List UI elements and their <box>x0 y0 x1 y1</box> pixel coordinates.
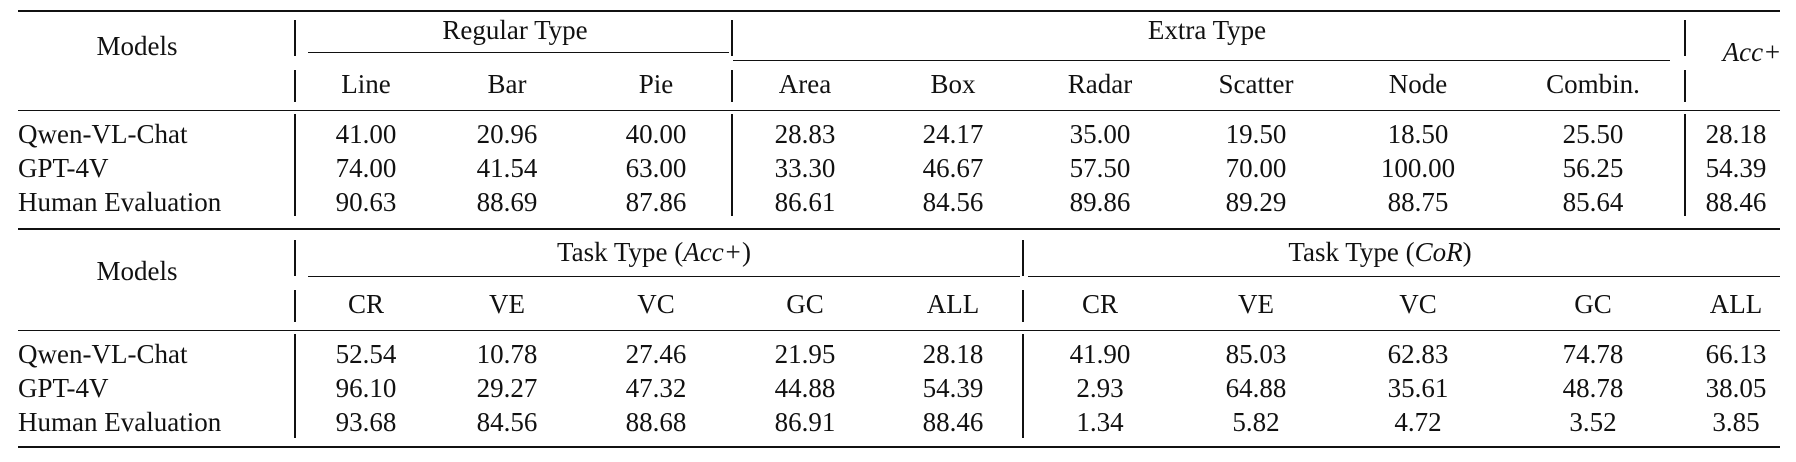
table2-vrule <box>294 334 296 438</box>
table2-mid-rule <box>18 330 1780 331</box>
table1-cell: 88.75 <box>1387 187 1449 217</box>
table1-vrule <box>731 20 733 56</box>
table2-models-header: Models <box>96 256 178 286</box>
table1-group-extra-type: Extra Type <box>1147 15 1267 45</box>
table1-cell: 25.50 <box>1562 119 1624 149</box>
table2-vrule <box>294 240 296 276</box>
table1-cell: 35.00 <box>1069 119 1131 149</box>
table1-top-rule <box>18 10 1780 12</box>
table1-models-header: Models <box>96 31 178 61</box>
table1-cell-acc-plus: 88.46 <box>1705 187 1767 217</box>
table1-cell-acc-plus: 28.18 <box>1705 119 1767 149</box>
table2-acc-cmidrule <box>308 276 1020 277</box>
table2-col-header: VE <box>1238 289 1274 319</box>
table2-cell: 3.85 <box>1712 407 1760 437</box>
table2-col-header: CR <box>347 289 385 319</box>
table2-cell: 52.54 <box>335 339 397 369</box>
table2-cell: 35.61 <box>1387 373 1449 403</box>
table2-cell: 66.13 <box>1705 339 1767 369</box>
table2-row-model: Human Evaluation <box>18 407 222 437</box>
table2-group-acc-prefix: Task Type ( <box>557 237 684 267</box>
table1-acc-plus-header: Acc+ <box>1722 37 1782 67</box>
table2-group-cor-suffix: ) <box>1462 237 1472 267</box>
table2-vrule <box>1022 240 1024 276</box>
table2-cell: 21.95 <box>774 339 836 369</box>
table1-cell: 19.50 <box>1225 119 1287 149</box>
table2-cell: 64.88 <box>1225 373 1287 403</box>
table2-cell: 74.78 <box>1562 339 1624 369</box>
table1-cell: 74.00 <box>335 153 397 183</box>
table1-cell: 89.86 <box>1069 187 1131 217</box>
table2-cell: 29.27 <box>476 373 538 403</box>
table2-cell: 84.56 <box>476 407 538 437</box>
table1-cell: 84.56 <box>922 187 984 217</box>
table2-cell: 88.46 <box>922 407 984 437</box>
table2-cell: 4.72 <box>1394 407 1442 437</box>
table1-cell: 20.96 <box>476 119 538 149</box>
table2-vrule <box>1022 334 1024 438</box>
table1-col-header: Pie <box>638 69 674 99</box>
table2-cell: 5.82 <box>1232 407 1280 437</box>
table1-cell: 86.61 <box>774 187 836 217</box>
table1-vrule <box>294 114 296 216</box>
table1-col-header: Box <box>930 69 976 99</box>
table2-vrule <box>294 290 296 322</box>
table1-group-regular-type: Regular Type <box>442 15 588 45</box>
table2-group-cor <box>1288 236 1471 268</box>
table2-col-header: ALL <box>1709 289 1763 319</box>
table2-cell: 10.78 <box>476 339 538 369</box>
table2-group-acc-suffix: ) <box>741 237 751 267</box>
table1-cell: 28.83 <box>774 119 836 149</box>
table2-cell: 96.10 <box>335 373 397 403</box>
table2-cell: 48.78 <box>1562 373 1624 403</box>
table2-row-model: Qwen-VL-Chat <box>18 339 188 369</box>
table1-row-model: GPT-4V <box>18 153 109 183</box>
table2-cell: 47.32 <box>625 373 687 403</box>
table2-cell: 62.83 <box>1387 339 1449 369</box>
table1-vrule <box>1684 20 1686 56</box>
table2-col-header: VC <box>1399 289 1437 319</box>
table1-col-header: Bar <box>487 69 527 99</box>
table1-cell: 70.00 <box>1225 153 1287 183</box>
table1-cell: 57.50 <box>1069 153 1131 183</box>
table1-col-header: Line <box>341 69 391 99</box>
table1-cell: 90.63 <box>335 187 397 217</box>
table2-cell: 41.90 <box>1069 339 1131 369</box>
table2-cell: 86.91 <box>774 407 836 437</box>
table2-cell: 27.46 <box>625 339 687 369</box>
table1-col-header: Node <box>1388 69 1448 99</box>
table-separator-rule <box>18 228 1780 230</box>
table1-cell: 40.00 <box>625 119 687 149</box>
table2-cell: 3.52 <box>1569 407 1617 437</box>
table2-cor-cmidrule <box>1028 276 1780 277</box>
table2-group-cor-metric: CoR <box>1414 237 1463 267</box>
table1-cell: 63.00 <box>625 153 687 183</box>
table2-cell: 54.39 <box>922 373 984 403</box>
table2-cell: 44.88 <box>774 373 836 403</box>
table2-cell: 85.03 <box>1225 339 1287 369</box>
table2-cell: 38.05 <box>1705 373 1767 403</box>
table2-col-header: ALL <box>926 289 980 319</box>
table1-cell: 18.50 <box>1387 119 1449 149</box>
table2-col-header: GC <box>786 289 824 319</box>
table1-cell: 100.00 <box>1380 153 1456 183</box>
table1-cell: 41.54 <box>476 153 538 183</box>
table1-col-header: Combin. <box>1546 69 1640 99</box>
table1-col-header: Area <box>778 69 832 99</box>
table2-col-header: VC <box>637 289 675 319</box>
table1-row-model: Qwen-VL-Chat <box>18 119 188 149</box>
table1-cell: 24.17 <box>922 119 984 149</box>
table1-mid-rule <box>18 110 1780 111</box>
table2-cell: 88.68 <box>625 407 687 437</box>
table1-regular-cmidrule <box>308 52 729 53</box>
table2-bottom-rule <box>18 446 1780 448</box>
table1-vrule <box>294 70 296 102</box>
table1-cell-acc-plus: 54.39 <box>1705 153 1767 183</box>
table2-col-header: CR <box>1081 289 1119 319</box>
table2-vrule <box>1022 290 1024 322</box>
table1-cell: 56.25 <box>1562 153 1624 183</box>
table2-cell: 1.34 <box>1076 407 1124 437</box>
table2-group-acc-plus <box>557 236 751 268</box>
table2-row-model: GPT-4V <box>18 373 109 403</box>
table1-cell: 33.30 <box>774 153 836 183</box>
table1-cell: 89.29 <box>1225 187 1287 217</box>
table1-cell: 46.67 <box>922 153 984 183</box>
table1-row-model: Human Evaluation <box>18 187 222 217</box>
table2-cell: 2.93 <box>1076 373 1124 403</box>
table1-extra-cmidrule <box>733 60 1670 61</box>
table1-cell: 88.69 <box>476 187 538 217</box>
table1-cell: 87.86 <box>625 187 687 217</box>
table2-col-header: GC <box>1574 289 1612 319</box>
table2-group-acc-metric: Acc+ <box>683 237 742 267</box>
table2-cell: 93.68 <box>335 407 397 437</box>
table1-col-header: Radar <box>1067 69 1133 99</box>
table1-vrule <box>731 70 733 102</box>
table1-vrule <box>1684 70 1686 102</box>
table2-group-cor-prefix: Task Type ( <box>1288 237 1415 267</box>
table1-cell: 41.00 <box>335 119 397 149</box>
table1-vrule <box>294 20 296 56</box>
table1-vrule <box>1684 114 1686 216</box>
table2-cell: 28.18 <box>922 339 984 369</box>
table1-cell: 85.64 <box>1562 187 1624 217</box>
table2-col-header: VE <box>489 289 525 319</box>
table1-vrule <box>731 114 733 216</box>
table1-col-header: Scatter <box>1218 69 1294 99</box>
